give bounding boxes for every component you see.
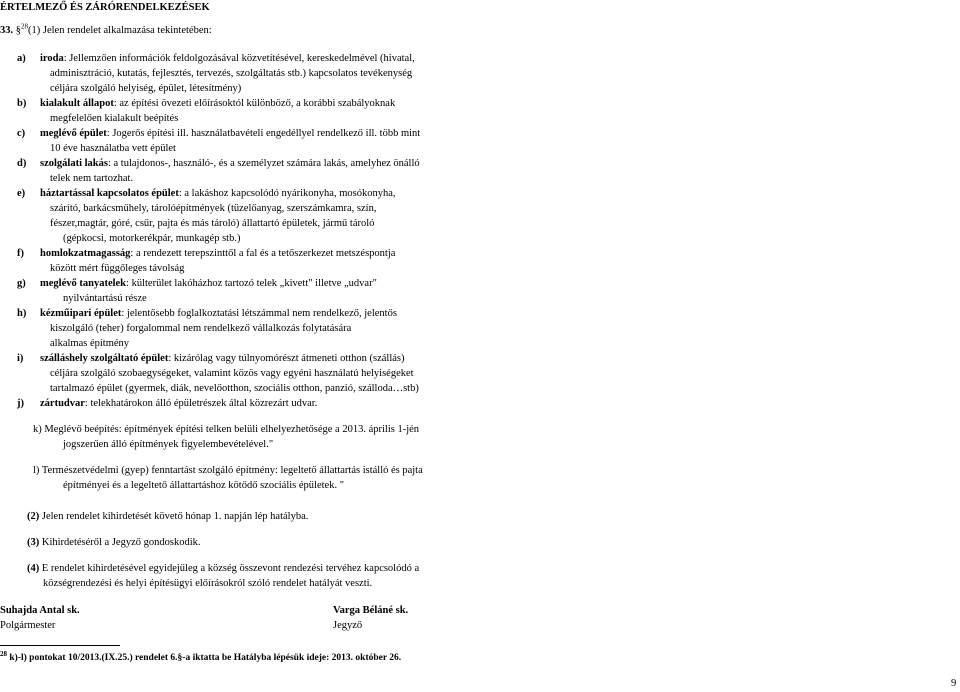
item-e-line2: szárító, barkácsműhely, tárolóépítmények (tüzelőanyag, szerszámkamra, szín, [50,203,377,214]
item-text: : jelentősebb foglalkoztatási létszámmal nem rendelkező, jelentős [121,308,397,319]
item-text: : a tulajdonos-, használó-, és a személyzet számára lakás, amelyhez önálló [107,158,420,169]
item-label: e) [17,188,26,199]
item-a-line3: céljára szolgáló helyiség, épület, létesítmény) [50,83,242,94]
paragraph-4 [27,561,419,577]
paragraph-text: Jelen rendelet kihirdetését követő hónap 1. napján lép hatályba. [39,511,309,522]
item-g-line2: nyilvántartású része [63,293,147,304]
item-f-line2: között mért függőleges távolság [50,263,185,274]
item-term: háztartással kapcsolatos épület [40,188,179,199]
item-label: c) [17,128,26,139]
page-heading: ÉRTELMEZŐ ÉS ZÁRÓRENDELKEZÉSEK [0,2,210,13]
item-k-line1: k) Meglévő beépítés: építmények építési telken belüli elhelyezhetősége a 2013. április 1-jén [33,424,420,435]
item-label: d) [17,158,27,169]
signature-left-title: Polgármester [0,620,56,631]
item-j [17,396,317,412]
item-b [17,96,395,112]
item-k-line2: jogszerűen álló építmények figyelembevételével." [63,439,274,450]
paragraph-2 [27,509,308,525]
item-i [17,351,405,367]
item-h-line2: kiszolgáló (teher) forgalommal nem rendelkező vállalkozás folytatására [50,323,352,334]
footnote-separator [0,645,120,646]
item-label: b) [17,98,27,109]
section-number: 33. [0,25,14,36]
item-g [17,276,377,292]
footnote-text: k)-l) pontokat 10/2013.(IX.25.) rendelet 6.§-a iktatta be Hatályba lépésük ideje: 2013. október 26. [7,653,402,663]
item-label: a) [17,53,26,64]
item-a [17,51,415,67]
paragraph-4-line2: községrendezési és helyi építésügyi előírásokról szóló rendelet hatályát veszti. [43,578,373,589]
item-e [17,186,396,202]
item-term: zártudvar [40,398,85,409]
paragraph-number: (2) [27,511,40,522]
item-f [17,246,395,262]
page-number: 9 [951,678,957,689]
paragraph-number: (3) [27,537,40,548]
paragraph-text: E rendelet kihirdetésével egyidejűleg a község összevont rendezési tervéhez kapcsolódó a [39,563,420,574]
item-d-line2: telek nem tartozhat. [50,173,134,184]
item-term: homlokzatmagasság [40,248,131,259]
item-b-line2: megfelelően kialakult beépítés [50,113,179,124]
item-text: : külterület lakóházhoz tartozó telek „kivett" illetve „udvar" [126,278,377,289]
item-c-line2: 10 éve használatba vett épület [50,143,176,154]
item-label: f) [17,248,24,259]
item-text: : Jogerős építési ill. használatbavételi engedéllyel rendelkező ill. több mint [106,128,421,139]
item-term: iroda [40,53,64,64]
item-term: meglévő tanyatelek [40,278,127,289]
item-h [17,306,397,322]
item-i-line3: tartalmazó épület (gyermek, diák, nevelőotthon, szociális otthon, panzió, szálloda…stb) [50,383,419,394]
footnote-ref: 28 [21,22,28,31]
item-text: : telekhatárokon álló épületrészek által közrezárt udvar. [84,398,318,409]
item-l-line1: l) Természetvédelmi (gyep) fenntartást szolgáló építmény: legeltető állattartás istálló és pajta [33,465,423,476]
paragraph-3 [27,535,201,551]
item-term: kialakult állapot [40,98,114,109]
item-i-line2: céljára szolgáló szobaegységeket, valamint közös vagy egyéni használatú helyiségeket [50,368,414,379]
item-text: : a rendezett terepszinttől a fal és a tetőszerkezet metszéspontja [130,248,396,259]
item-term: szolgálati lakás [40,158,108,169]
item-text: : Jellemzően információk feldolgozásával közvetítésével, kereskedelmével (hivatal, [63,53,415,64]
signature-left-name: Suhajda Antal sk. [0,605,80,616]
paragraph-number: (4) [27,563,40,574]
item-e-line4: (gépkocsi, motorkerékpár, munkagép stb.) [63,233,241,244]
item-label: h) [17,308,27,319]
item-term: szálláshely szolgáltató épület [40,353,169,364]
item-text: : az építési övezeti előírásoktól különböző, a korábbi szabályoknak [113,98,396,109]
section-header [0,23,212,39]
item-text: : kizárólag vagy túlnyomórészt átmeneti otthon (szállás) [168,353,405,364]
signature-right-title: Jegyző [333,620,363,631]
paragraph-text: Kihirdetéséről a Jegyző gondoskodik. [39,537,201,548]
item-text: : a lakáshoz kapcsolódó nyárikonyha, mosókonyha, [178,188,396,199]
section-symbol: § [15,25,21,36]
item-term: kézműipari épület [40,308,122,319]
item-c [17,126,420,142]
item-term: meglévő épület [40,128,107,139]
item-h-line3: alkalmas építmény [50,338,130,349]
footnote [0,651,401,667]
footnote-mark: 28 [0,649,7,658]
item-a-line2: adminisztráció, kutatás, fejlesztés, tervezés, szolgáltatás stb.) kapcsolatos tevékenység [50,68,413,79]
item-d [17,156,420,172]
section-intro: (1) Jelen rendelet alkalmazása tekintetében: [28,25,212,36]
item-l-line2: építményei és a legeltető állattartáshoz kötődő szociális épületek. " [63,480,344,491]
item-label: j) [17,398,24,409]
item-label: g) [17,278,26,289]
item-label: i) [17,353,24,364]
signature-right-name: Varga Béláné sk. [333,605,409,616]
item-e-line3: fészer,magtár, góré, csűr, pajta és más tároló) állattartó épületek, jármű tároló [50,218,375,229]
